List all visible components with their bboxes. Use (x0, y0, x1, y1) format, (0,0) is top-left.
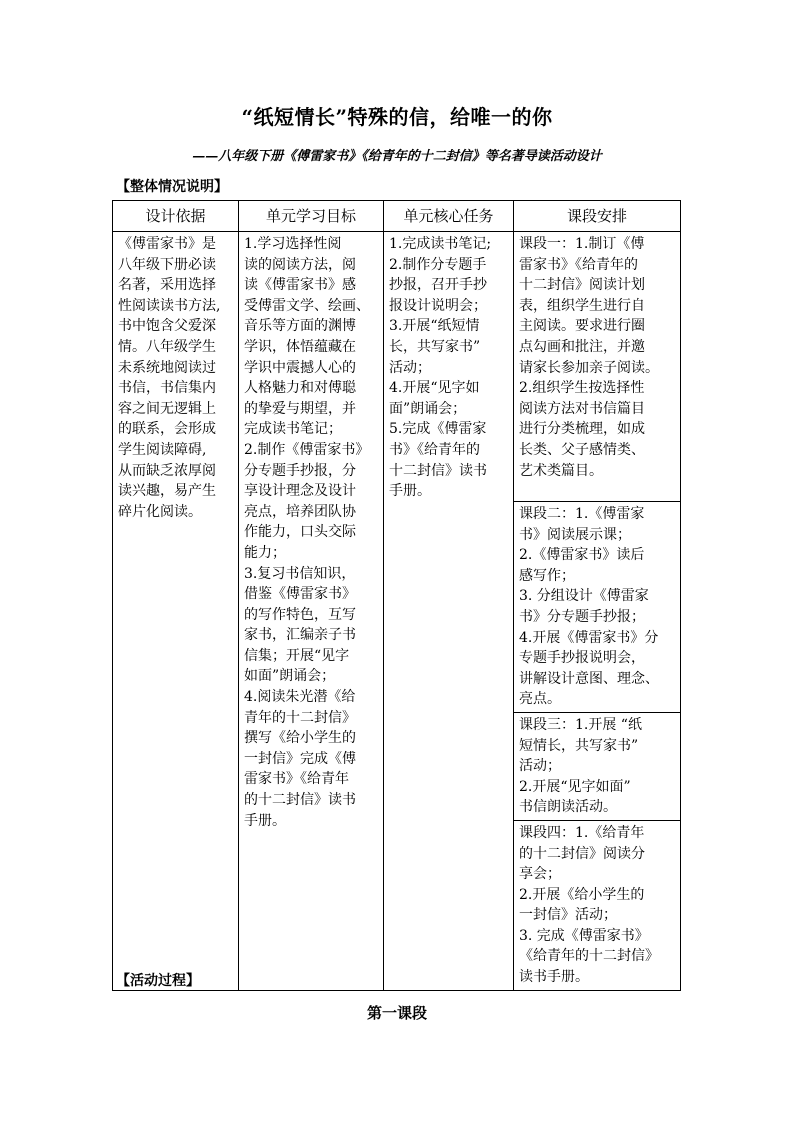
cell-text-line: 讲解设计意图、理念、 (519, 670, 659, 687)
cell-text-line: 2.开展《给小学生的 (519, 886, 645, 903)
cell-text-line: 2.开展“见字如面” (519, 778, 631, 795)
cell-text-line: 感写作； (519, 567, 575, 584)
cell-text-line: 阅读方法对书信篇目 (519, 400, 645, 417)
cell-text-line: 表，组织学生进行自 (519, 297, 645, 314)
cell-text-line: 3. 完成《傅雷家书》 (519, 927, 649, 944)
cell-text-line: 1.学习选择性阅 (244, 236, 342, 252)
cell-text-line: 长，共写家书” (389, 338, 481, 355)
cell-text-line: 1.完成读书笔记; (389, 236, 492, 252)
cell-text-line: 进行分类梳理，如成 (519, 421, 645, 438)
header-schedule: 课段安排 (514, 201, 681, 232)
cell-text-line: 情。八年级学生 (118, 338, 216, 355)
cell-text-line: 活动； (519, 758, 561, 775)
cell-text-line: 能力； (244, 544, 286, 561)
cell-text-line: 书》《给青年的 (389, 441, 480, 458)
cell-text-line: 受傅雷文学、绘画、 (244, 297, 370, 314)
cell-text-line: 亮点，培养团队协 (244, 503, 356, 520)
cell-text-line: 借鉴《傅雷家书》 (244, 586, 356, 603)
cell-text-line: 碎片化阅读。 (118, 503, 202, 520)
cell-text-line: 的联系，会形成 (118, 421, 216, 438)
core-tasks-cell (384, 232, 514, 991)
cell-text-line: 面”朗诵会； (389, 400, 467, 417)
cell-text-line: 3. 分组设计《傅雷家 (519, 588, 649, 605)
cell-text-line: 的写作特色，互写 (244, 606, 356, 623)
cell-text-line: 从而缺乏浓厚阅 (118, 462, 216, 479)
cell-text-line: 点勾画和批注，并邀 (519, 338, 645, 355)
cell-text-line: 音乐等方面的渊博 (244, 318, 356, 335)
cell-text-line: 主阅读。要求进行圈 (519, 318, 645, 335)
cell-text-line: 的十二封信》阅读分 (519, 845, 645, 862)
schedule-cell-3 (514, 712, 681, 820)
cell-text-line: 完成读书笔记； (244, 421, 342, 438)
cell-text-line: 2.制作《傅雷家书》 (244, 441, 370, 458)
cell-text-line: 青年的十二封信》 (244, 709, 356, 726)
cell-text-line: 《傅雷家书》是 (118, 236, 216, 252)
header-learning-goals: 单元学习目标 (239, 201, 384, 232)
cell-text-line: 享设计理念及设计 (244, 483, 356, 500)
cell-text-line: 书》阅读展示课； (519, 526, 631, 543)
cell-text-line: 4.开展《傅雷家书》分 (519, 629, 659, 646)
header-design-basis: 设计依据 (113, 201, 239, 232)
cell-text-line: 书信朗读活动。 (519, 799, 617, 816)
cell-text-line: 享会； (519, 866, 561, 883)
learning-goals-cell (239, 232, 384, 991)
first-lesson-heading: 第一课段 (366, 1004, 427, 1022)
cell-text-line: 的挚爱与期望，并 (244, 400, 356, 417)
cell-text-line: 亮点。 (519, 691, 561, 708)
cell-text-line: 课段三：1.开展 “纸 (519, 716, 642, 733)
cell-text-line: 人格魅力和对傅聪 (244, 380, 356, 397)
cell-text-line: 十二封信》阅读计划 (519, 277, 645, 294)
header-core-tasks: 单元核心任务 (384, 201, 514, 232)
schedule-cell-1 (514, 232, 681, 502)
cell-text-line: 读《傅雷家书》感 (244, 277, 356, 294)
cell-text-line: 手册。 (389, 483, 431, 500)
page-subtitle: ——八年级下册《傅雷家书》《给青年的十二封信》等名著导读活动设计 (192, 149, 602, 164)
cell-text-line: 学生阅读障碍, (118, 441, 207, 458)
cell-text-line: 未系统地阅读过 (118, 359, 216, 376)
cell-text-line: 八年级下册必读 (118, 256, 216, 273)
cell-text-line: 信集；开展“见字 (244, 647, 350, 664)
cell-text-line: 作能力，口头交际 (244, 524, 356, 541)
cell-text-line: 长类、父子感情类、 (519, 441, 645, 458)
cell-text-line: 书中饱含父爱深 (118, 318, 216, 335)
cell-text-line: 艺术类篇目。 (519, 462, 603, 479)
cell-text-line: 撰写《给小学生的 (244, 730, 356, 747)
cell-text-line: 短情长，共写家书” (519, 737, 639, 754)
cell-text-line: 2.《傅雷家书》读后 (519, 547, 645, 564)
cell-text-line: 报设计说明会； (389, 297, 487, 314)
cell-text-line: 如面”朗诵会； (244, 668, 336, 685)
cell-text-line: 抄报，召开手抄 (389, 277, 487, 294)
cell-text-line: 学识中震撼人心的 (244, 359, 356, 376)
cell-text-line: 专题手抄报说明会， (519, 650, 645, 667)
cell-text-line: 2.制作分专题手 (389, 256, 487, 273)
design-basis-cell (113, 232, 239, 991)
cell-text-line: 读兴趣，易产生 (118, 483, 216, 500)
cell-text-line: 3.开展“纸短情 (389, 318, 480, 335)
cell-text-line: 5.完成《傅雷家 (389, 421, 487, 438)
cell-text-line: 十二封信》读书 (389, 462, 487, 479)
page-title: “纸短情长”特殊的信，给唯一的你 (241, 105, 553, 129)
section-heading-overview: 【整体情况说明】 (116, 179, 228, 195)
cell-text-line: 书信，书信集内 (118, 380, 216, 397)
cell-text-line: 课段四：1.《给青年 (519, 824, 645, 841)
cell-text-line: 请家长参加亲子阅读。 (519, 359, 659, 376)
cell-text-line: 容之间无逻辑上 (118, 400, 216, 417)
cell-text-line: 家书，汇编亲子书 (244, 627, 356, 644)
cell-text-line: 活动； (389, 359, 431, 376)
cell-text-line: 4.开展“见字如 (389, 380, 480, 397)
cell-text-line: 书》分专题手抄报； (519, 608, 645, 625)
cell-text-line: 3.复习书信知识， (244, 565, 356, 582)
cell-text-line: 《给青年的十二封信》 (519, 948, 659, 965)
cell-text-line: 名著，采用选择 (118, 277, 216, 294)
cell-text-line: 分专题手抄报，分 (244, 462, 356, 479)
schedule-cell-2 (514, 502, 681, 713)
cell-text-line: 4.阅读朱光潜《给 (244, 689, 356, 706)
section-heading-process: 【活动过程】 (116, 973, 200, 989)
cell-text-line: 读书手册。 (519, 969, 589, 986)
cell-text-line: 课段一：1.制订《傅 (519, 236, 645, 252)
cell-text-line: 读的阅读方法，阅 (244, 256, 356, 273)
cell-text-line: 雷家书》《给青年的 (519, 256, 638, 273)
schedule-cell-4 (514, 820, 681, 990)
cell-text-line: 课段二：1.《傅雷家 (519, 506, 645, 522)
cell-text-line: 一封信》完成《傅 (244, 750, 356, 767)
plan-table (112, 200, 681, 991)
cell-text-line: 2.组织学生按选择性 (519, 380, 645, 397)
cell-text-line: 的十二封信》读书 (244, 792, 356, 809)
cell-text-line: 学识，体悟蕴藏在 (244, 338, 356, 355)
cell-text-line: 性阅读读书方法, (118, 297, 221, 314)
table-row (113, 232, 681, 502)
cell-text-line: 一封信》活动； (519, 907, 617, 924)
cell-text-line: 手册。 (244, 812, 286, 829)
cell-text-line: 雷家书》《给青年 (244, 771, 349, 788)
table-header-row (113, 201, 681, 232)
